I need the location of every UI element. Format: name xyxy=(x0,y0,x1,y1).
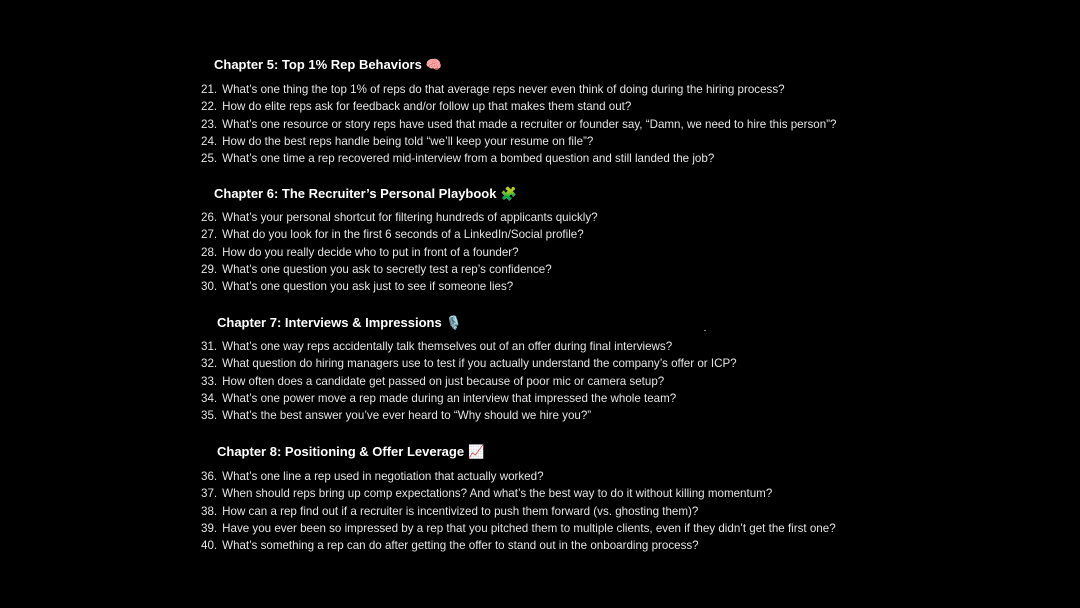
question-34 xyxy=(201,390,737,407)
question-number: 32. xyxy=(201,357,218,371)
question-number: 23. xyxy=(201,117,218,131)
puzzle-piece-icon: 🧩 xyxy=(500,186,517,201)
chapter-5-title-text: Chapter 5: Top 1% Rep Behaviors xyxy=(214,57,422,72)
question-text: How can a rep find out if a recruiter is incentivized to push them forward (vs. ghosting them)? xyxy=(222,504,699,518)
question-text: Have you ever been so impressed by a rep that you pitched them to multiple clients, even if they didn’t get the first one? xyxy=(222,522,836,536)
question-39 xyxy=(201,520,836,537)
question-27 xyxy=(201,226,598,243)
chapter-6-question-list xyxy=(201,209,598,296)
chapter-7-title xyxy=(217,315,462,331)
question-text: What question do hiring managers use to test if you actually understand the company’s offer or ICP? xyxy=(222,357,737,371)
chart-increasing-icon: 📈 xyxy=(468,444,485,459)
chapter-5-question-list xyxy=(201,81,836,168)
question-number: 40. xyxy=(201,539,218,553)
question-37 xyxy=(201,485,836,502)
question-22 xyxy=(201,98,836,115)
question-24 xyxy=(201,133,836,150)
question-number: 33. xyxy=(201,374,218,388)
question-text: What’s the best answer you’ve ever heard to “Why should we hire you?” xyxy=(222,409,592,423)
question-number: 34. xyxy=(201,392,218,406)
question-number: 39. xyxy=(201,522,218,536)
question-31 xyxy=(201,338,737,355)
question-number: 26. xyxy=(201,211,218,224)
chapter-8-title-text: Chapter 8: Positioning & Offer Leverage xyxy=(217,444,465,459)
question-number: 38. xyxy=(201,504,218,518)
chapter-5-title xyxy=(214,57,442,73)
chapter-6-title xyxy=(214,186,517,202)
chapter-7-title-text: Chapter 7: Interviews & Impressions xyxy=(217,315,442,330)
question-21 xyxy=(201,81,836,98)
question-29 xyxy=(201,261,598,278)
brain-icon: 🧠 xyxy=(425,57,442,72)
question-number: 25. xyxy=(201,152,218,166)
question-text: What do you look for in the first 6 seconds of a LinkedIn/Social profile? xyxy=(222,228,584,242)
question-text: What’s something a rep can do after getting the offer to stand out in the onboarding process? xyxy=(222,539,699,553)
question-text: What’s one question you ask to secretly test a rep’s confidence? xyxy=(222,263,552,277)
question-number: 31. xyxy=(201,340,218,353)
microphone-icon: 🎙️ xyxy=(445,315,462,330)
question-26 xyxy=(201,209,598,226)
stray-mark xyxy=(704,330,706,331)
question-38 xyxy=(201,503,836,520)
question-number: 21. xyxy=(201,83,218,96)
question-text: How do elite reps ask for feedback and/or follow up that makes them stand out? xyxy=(222,100,632,114)
question-35 xyxy=(201,407,737,424)
question-text: What’s one way reps accidentally talk themselves out of an offer during final interviews? xyxy=(222,340,673,353)
question-25 xyxy=(201,150,836,167)
question-text: How often does a candidate get passed on just because of poor mic or camera setup? xyxy=(222,374,665,388)
question-40 xyxy=(201,537,836,554)
chapter-6-title-text: Chapter 6: The Recruiter’s Personal Playbook xyxy=(214,186,497,201)
question-32 xyxy=(201,355,737,372)
question-28 xyxy=(201,244,598,261)
question-23 xyxy=(201,116,836,133)
question-number: 29. xyxy=(201,263,218,277)
question-text: When should reps bring up comp expectations? And what’s the best way to do it without killing momentum? xyxy=(222,487,773,501)
question-text: What’s one power move a rep made during an interview that impressed the whole team? xyxy=(222,392,677,406)
question-text: What’s one time a rep recovered mid-interview from a bombed question and still landed the job? xyxy=(222,152,715,166)
question-number: 22. xyxy=(201,100,218,114)
question-text: What’s one line a rep used in negotiation that actually worked? xyxy=(222,470,544,483)
chapter-7-question-list xyxy=(201,338,737,425)
question-30 xyxy=(201,278,598,295)
question-number: 36. xyxy=(201,470,218,483)
question-text: What’s your personal shortcut for filtering hundreds of applicants quickly? xyxy=(222,211,598,224)
question-text: What’s one resource or story reps have used that made a recruiter or founder say, “Damn, we need to hire this person”? xyxy=(222,117,837,131)
question-number: 37. xyxy=(201,487,218,501)
question-number: 30. xyxy=(201,280,218,294)
question-text: What’s one thing the top 1% of reps do that average reps never even think of doing during the hiring process? xyxy=(222,83,785,96)
question-text: What’s one question you ask just to see if someone lies? xyxy=(222,280,514,294)
question-number: 27. xyxy=(201,228,218,242)
question-33 xyxy=(201,373,737,390)
question-number: 28. xyxy=(201,245,218,259)
chapter-8-question-list xyxy=(201,468,836,555)
question-36 xyxy=(201,468,836,485)
question-number: 35. xyxy=(201,409,218,423)
question-text: How do you really decide who to put in front of a founder? xyxy=(222,245,519,259)
chapter-8-title xyxy=(217,444,484,460)
question-number: 24. xyxy=(201,135,218,149)
question-text: How do the best reps handle being told “we’ll keep your resume on file”? xyxy=(222,135,594,149)
